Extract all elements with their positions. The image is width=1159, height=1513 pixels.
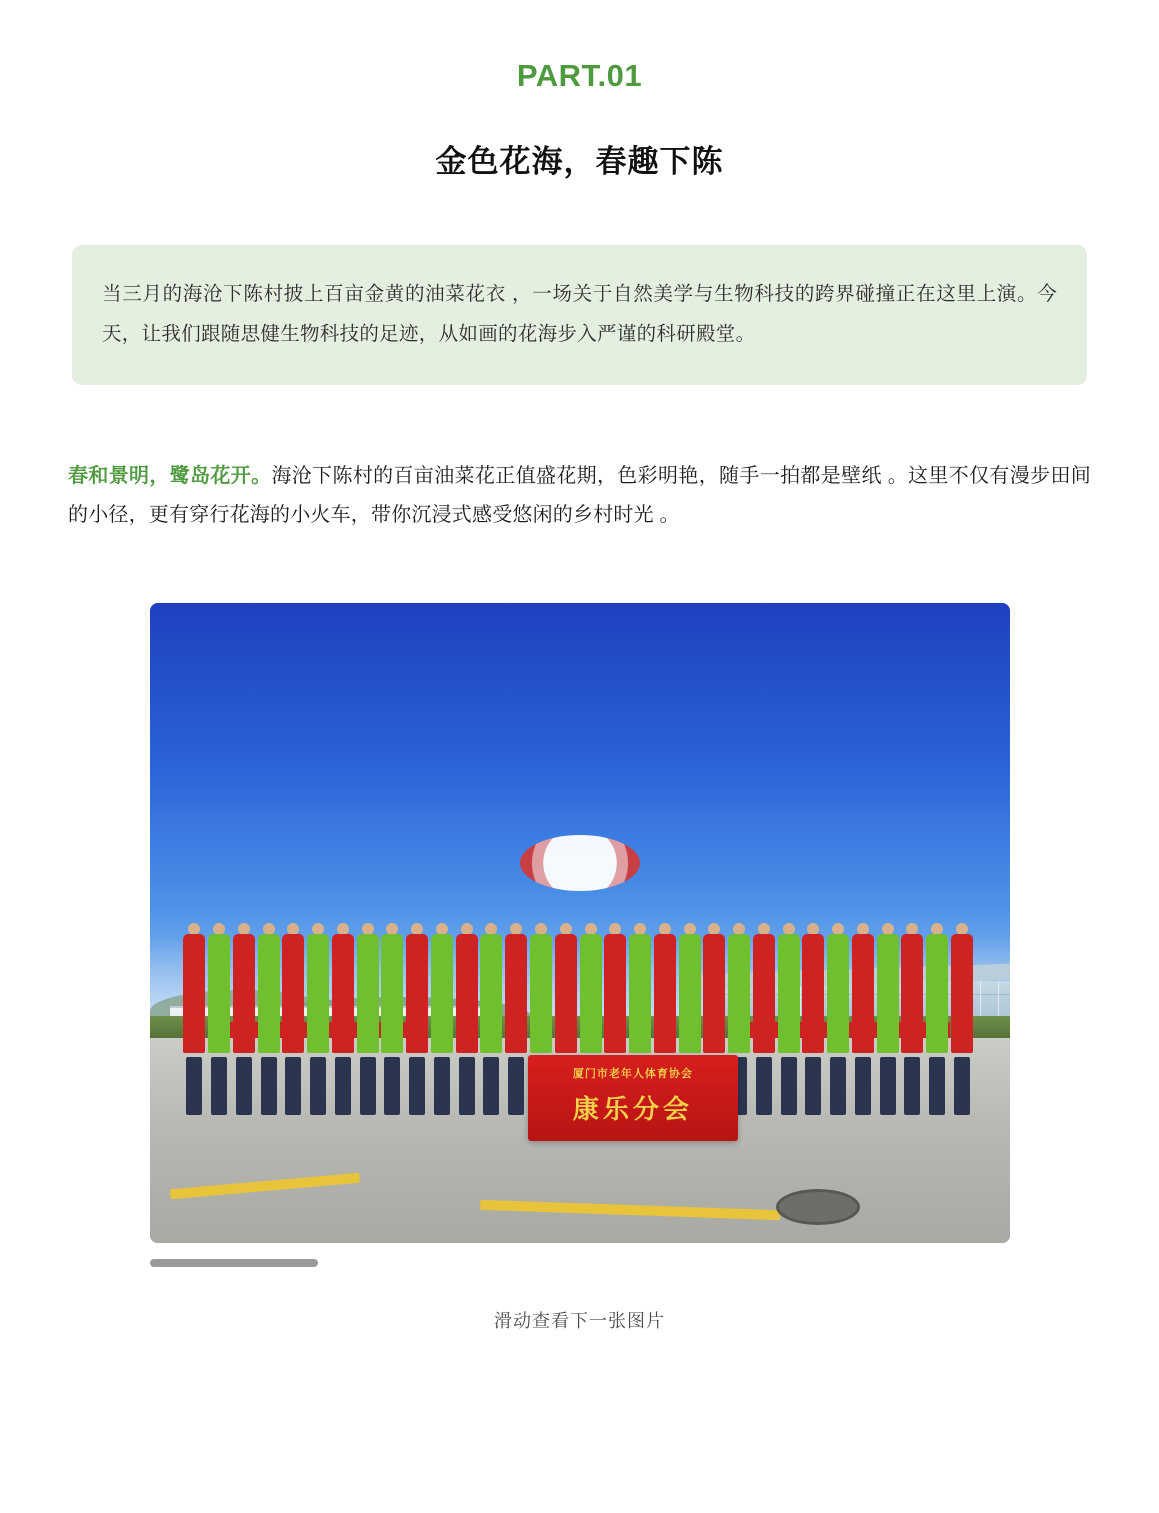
carousel-scrollbar[interactable]: [150, 1259, 1010, 1267]
manhole-cover: [776, 1189, 860, 1225]
intro-callout: [72, 245, 1087, 385]
body-paragraph: [68, 457, 1091, 535]
carousel-photo[interactable]: [150, 603, 1010, 1243]
carousel-caption: 滑动查看下一张图片: [494, 1310, 665, 1331]
article-page: [0, 58, 1159, 1513]
banner-line-1: 厦门市老年人体育协会: [572, 1067, 693, 1080]
carousel-scrollbar-thumb[interactable]: [150, 1259, 318, 1267]
banner-line-2: 康乐分会: [572, 1093, 693, 1124]
part-label: PART.01: [516, 58, 643, 93]
image-carousel[interactable]: [0, 603, 1159, 1333]
body-lead: 春和景明，鹭岛花开。: [68, 464, 272, 487]
event-logo-icon: [520, 835, 640, 891]
page-title: 金色花海，春趣下陈: [435, 144, 724, 179]
event-banner: [528, 1055, 738, 1141]
body-text: 海沧下陈村的百亩油菜花正值盛花期，色彩明艳，随手一拍都是壁纸 。这里不仅有漫步田间的小径，更有穿行花海的小火车，带你沉浸式感受悠闲的乡村时光 。: [68, 464, 1091, 526]
intro-text: 当三月的海沧下陈村披上百亩金黄的油菜花衣 ，一场关于自然美学与生物科技的跨界碰撞正在这里上演。今天，让我们跟随思健生物科技的足迹，从如画的花海步入严谨的科研殿堂。: [102, 283, 1057, 345]
